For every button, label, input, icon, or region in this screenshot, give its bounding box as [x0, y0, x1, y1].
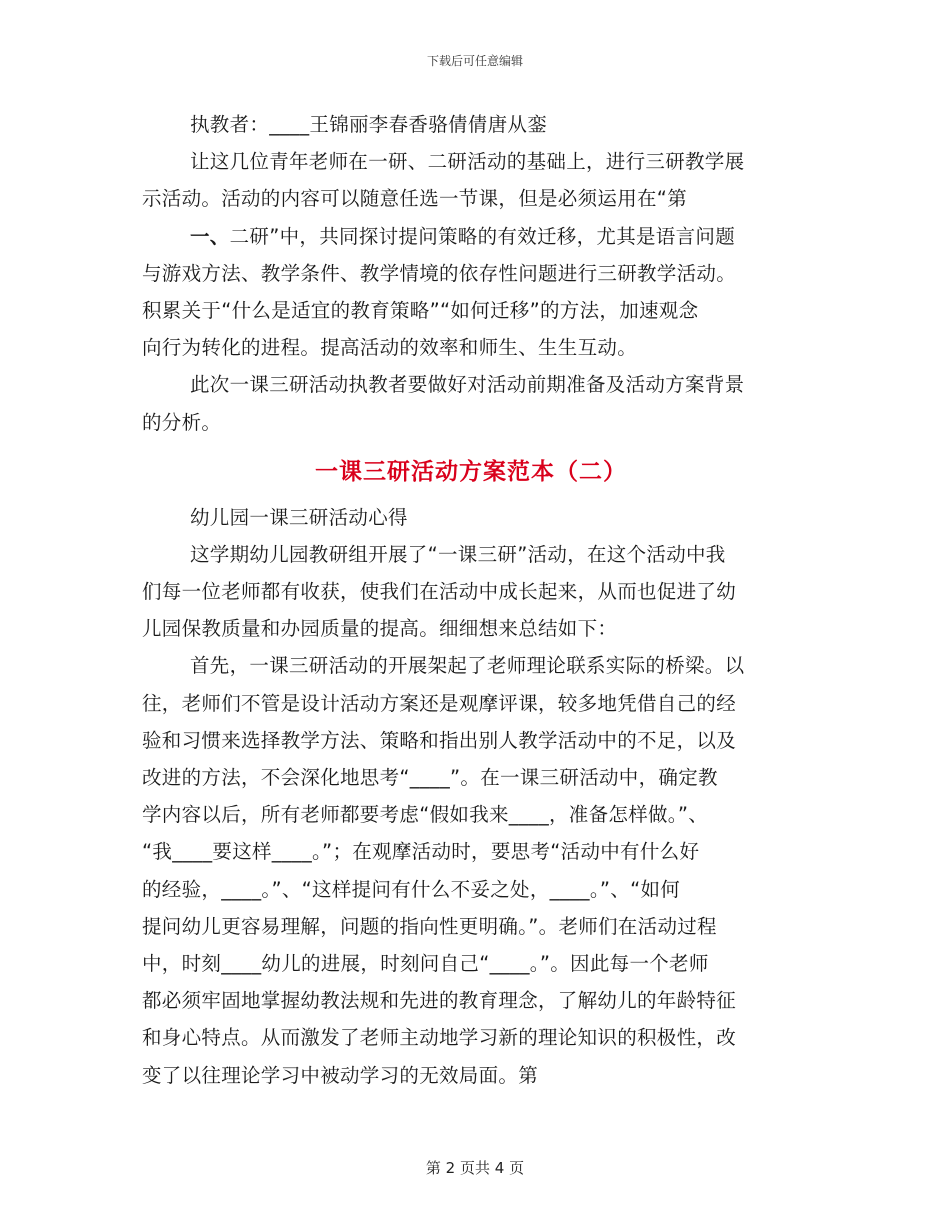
- paragraph-line: 改进的方法，不会深化地思考“____”。在一课三研活动中，确定教: [142, 766, 718, 789]
- paragraph-line: 的经验，____。”、“这样提问有什么不妥之处，____。”、“如何: [142, 877, 681, 901]
- paragraph-line: 变了以往理论学习中被动学习的无效局面。第: [142, 1063, 539, 1087]
- paragraph-line: 都必须牢固地掌握幼教法规和先进的教育理念，了解幼儿的年龄特征: [142, 989, 737, 1013]
- paragraph-line: 的分析。: [142, 410, 222, 434]
- page-header: 下载后可任意编辑: [426, 54, 523, 68]
- paragraph-line: 执教者：____王锦丽李春香骆倩倩唐从銮: [190, 113, 547, 136]
- paragraph-line: 提问幼儿更容易理解，问题的指向性更明确。”。老师们在活动过程: [142, 914, 717, 938]
- paragraph-line: 幼儿园一课三研活动心得: [190, 505, 408, 529]
- section-title: 一课三研活动方案范本（二）: [315, 458, 627, 485]
- paragraph-line: 中，时刻____幼儿的进展，时刻问自己“____。”。因此每一个老师: [142, 951, 709, 975]
- paragraph-line: 学内容以后，所有老师都要考虑“假如我来____，准备怎样做。”、: [142, 803, 709, 827]
- list-marker: 一、: [190, 224, 230, 248]
- document-body: [142, 106, 800, 1094]
- paragraph-line: “我____要这样____。”；在观摩活动时，要思考“活动中有什么好: [142, 840, 700, 864]
- paragraph-line: 让这几位青年老师在一研、二研活动的基础上，进行三研教学展: [190, 150, 745, 174]
- paragraph-line: 们每一位老师都有收获，使我们在活动中成长起来，从而也促进了幼: [142, 580, 737, 604]
- paragraph-text: 二研”中，共同探讨提问策略的有效迁移，尤其是语言问题: [229, 224, 736, 248]
- paragraph-line: 往，老师们不管是设计活动方案还是观摩评课，较多地凭借自己的经: [142, 691, 737, 715]
- paragraph-line: 向行为转化的进程。提高活动的效率和师生、生生互动。: [142, 336, 638, 360]
- paragraph-line: 这学期幼儿园教研组开展了“一课三研”活动，在这个活动中我: [190, 542, 726, 566]
- paragraph-line: 此次一课三研活动执教者要做好对活动前期准备及活动方案背景: [190, 373, 745, 397]
- paragraph-line: 和身心特点。从而激发了老师主动地学习新的理论知识的积极性，改: [142, 1026, 737, 1050]
- paragraph-line: 验和习惯来选择教学方法、策略和指出别人教学活动中的不足，以及: [142, 728, 737, 752]
- paragraph-line: 儿园保教质量和办园质量的提高。细细想来总结如下：: [142, 617, 618, 641]
- paragraph-line: [142, 218, 800, 255]
- paragraph-line: 首先，一课三研活动的开展架起了老师理论联系实际的桥梁。以: [190, 654, 745, 678]
- page-footer: 第 2 页共 4 页: [425, 1159, 525, 1177]
- paragraph-line: 示活动。活动的内容可以随意任选一节课，但是必须运用在“第: [142, 187, 688, 211]
- paragraph-line: 积累关于“什么是适宜的教育策略”“如何迁移”的方法，加速观念: [142, 298, 699, 322]
- paragraph-line: 与游戏方法、教学条件、教学情境的依存性问题进行三研教学活动。: [142, 261, 737, 285]
